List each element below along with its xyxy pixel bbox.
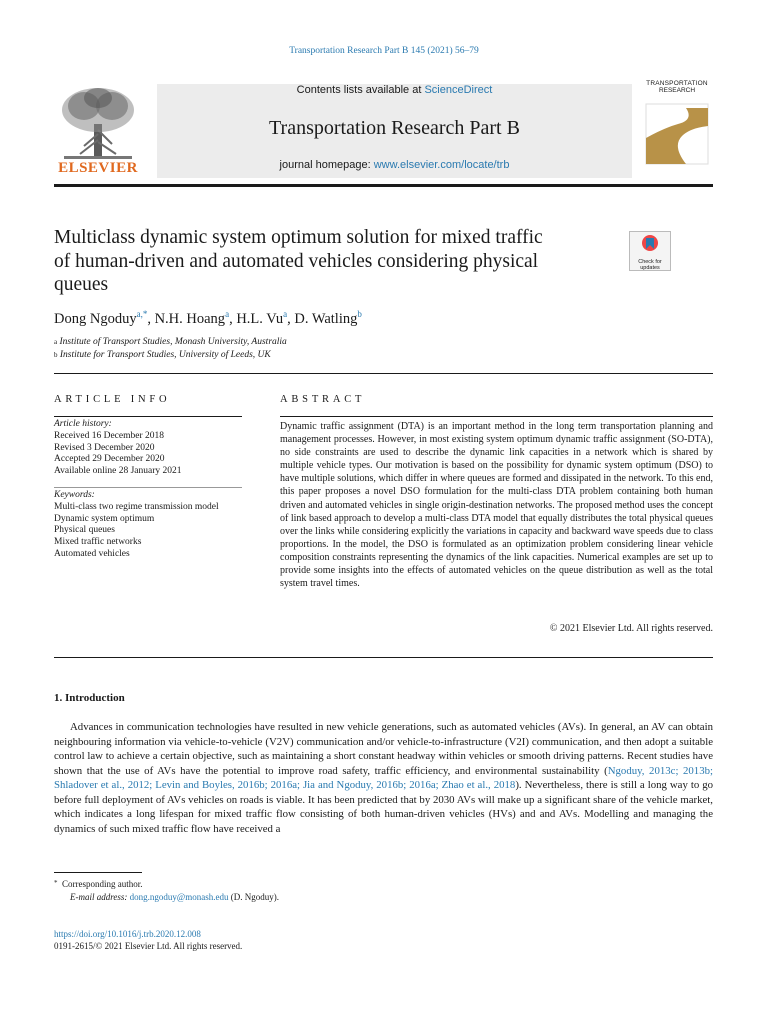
sciencedirect-link[interactable]: ScienceDirect (424, 84, 493, 96)
section-rule (54, 657, 713, 658)
issn-line: 0191-2615/© 2021 Elsevier Ltd. All rights reserved. (54, 941, 243, 951)
article-info-heading: ARTICLE INFO (54, 394, 171, 405)
author-separator: , (287, 310, 295, 327)
keyword-item: Mixed traffic networks (54, 537, 142, 548)
corresponding-author-note (54, 879, 143, 889)
affiliations (54, 336, 287, 361)
title-line: of human-driven and automated vehicles considering physical (54, 250, 539, 272)
journal-cover-image (642, 80, 712, 176)
introduction-paragraph (54, 720, 713, 836)
crossmark-text-1: Check for (638, 259, 662, 265)
check-for-updates-badge[interactable] (629, 231, 671, 271)
history-item: Accepted 29 December 2020 (54, 454, 165, 465)
affiliation-mark: b (54, 350, 58, 359)
history-item: Received 16 December 2018 (54, 430, 164, 441)
journal-reference[interactable]: Transportation Research Part B 145 (2021) 56–79 (289, 46, 479, 56)
author-list (54, 309, 362, 328)
email-note (70, 892, 279, 902)
journal-homepage (157, 159, 632, 171)
cover-title-1: TRANSPORTATION (646, 80, 708, 87)
author-affil-mark[interactable]: b (357, 309, 362, 319)
affiliation-text: Institute of Transport Studies, Monash University, Australia (59, 337, 287, 347)
article-info-rule (54, 416, 242, 417)
keyword-item: Multi-class two regime transmission model (54, 501, 219, 512)
affiliation-mark: a (54, 338, 58, 346)
keywords (54, 490, 254, 561)
keyword-item: Dynamic system optimum (54, 513, 155, 524)
email-suffix: (D. Ngoduy). (228, 892, 279, 902)
paragraph-text: Advances in communication technologies have resulted in new vehicle generations, such as automated vehicles (AVs). In general, an AV can obtain neighbouring information via vehicle-to-vehicle (V2V) communication and/or vehicle-to-infrastructure (V2I) communication, and then adopt a suitable control law to achieve a certain objective, such as maintaining a short constant headway within vehicles or smooth driving patterns. Recent studies have shown that the use of AVs have the potential to improve road safety, traffic efficiency, and environmental sustainability ( (54, 721, 713, 777)
keywords-label: Keywords: (54, 490, 95, 500)
crossmark-text-2: updates (640, 265, 660, 271)
article-history (54, 419, 244, 478)
affiliation-a (54, 336, 287, 349)
author-name: N.H. Hoang (154, 310, 226, 327)
cover-title-2: RESEARCH (658, 87, 696, 94)
homepage-prefix: journal homepage: (279, 159, 374, 171)
paragraph-text: ). Nevertheless, there is still a long way to go before full deployment of AVs vehicles on roads is viable. It has been predicted that by 2030 AVs will make up a significant share of the vehicle market, which indicates a long lifespan for mixed traffic flow consisting of both human-driven vehicles (HVs) and and AVs. Modelling and managing the dynamics of such mixed traffic flow have received a (54, 779, 714, 835)
footnote-rule (54, 872, 142, 873)
footnote-mark: * (54, 879, 58, 887)
author-affil-mark[interactable]: a (283, 309, 288, 319)
email-label: E-mail address: (70, 892, 128, 902)
author-affil-mark[interactable]: a,* (136, 309, 148, 319)
affiliation-text: Institute for Transport Studies, University of Leeds, UK (59, 349, 271, 360)
title-line: queues (54, 274, 109, 295)
email-link[interactable]: dong.ngoduy@monash.edu (129, 892, 229, 902)
keyword-item: Physical queues (54, 525, 115, 536)
abstract-copyright: © 2021 Elsevier Ltd. All rights reserved. (549, 623, 713, 634)
history-item: Available online 28 January 2021 (54, 466, 182, 477)
author-name: D. Watling (294, 310, 358, 327)
history-label: Article history: (54, 419, 112, 429)
section-rule (54, 373, 713, 374)
citation-link[interactable]: Ngoduy, 2013c; 2013b; Shladover et al., 2012; Levin and Boyles, 2016b; 2016a; Jia and Ngoduy, 2016b; 2016a; Zhao et al., 2018 (54, 764, 713, 791)
history-item: Revised 3 December 2020 (54, 442, 155, 453)
keyword-item: Automated vehicles (54, 548, 130, 559)
footnote-text: Corresponding author. (62, 879, 143, 889)
journal-title: Transportation Research Part B (269, 117, 520, 139)
author-name: Dong Ngoduy (54, 310, 137, 327)
abstract-rule (280, 416, 713, 417)
section-heading-introduction: 1. Introduction (54, 692, 125, 704)
elsevier-wordmark: ELSEVIER (58, 160, 138, 176)
abstract-text: Dynamic traffic assignment (DTA) is an important method in the long term transportation planning and management processes. However, in most existing system optimum dynamic traffic assignment (SO-DTA), no side constraints are used to describe the dynamic link capacities in a network which is shared by multiple vehicle types. Our motivation is based on the possibility for dynamic system optimum (DSO) to have multiple solutions, which differ in where queues are formed and dissipated in the network. To this end, this paper proposes a novel DSO formulation for the multi-class DTA problem containing both human driven and automated vehicles in single origin-destination networks. The proposed method uses the concept of link based approach to develop a multi-class DTA model that equally distributes the total physical queues over the links while considering explicitly the variations in capacity and backward wave speeds due to class proportions. In the model, the DSO is formulated as an optimization problem considering linear vehicle composition constraints representing the dynamics of the link capacities. Numerical examples are set up to provide some insights into the effects of automated vehicles on the queue distribution as well as the total system travel times. (280, 421, 713, 590)
keywords-rule (54, 487, 242, 488)
affiliation-b (54, 349, 287, 362)
title-line: Multiclass dynamic system optimum solution for mixed traffic (54, 227, 543, 248)
article-title (54, 226, 624, 297)
header-rule (54, 184, 713, 187)
abstract-heading: ABSTRACT (280, 394, 366, 405)
doi-link[interactable]: https://doi.org/10.1016/j.trb.2020.12.008 (54, 929, 201, 939)
author-separator: , (147, 310, 155, 327)
author-affil-mark[interactable]: a (225, 309, 230, 319)
contents-prefix: Contents lists available at (296, 84, 425, 96)
homepage-link[interactable]: www.elsevier.com/locate/trb (373, 159, 510, 171)
author-name: H.L. Vu (236, 310, 284, 327)
contents-line (157, 84, 632, 96)
author-separator: , (229, 310, 237, 327)
